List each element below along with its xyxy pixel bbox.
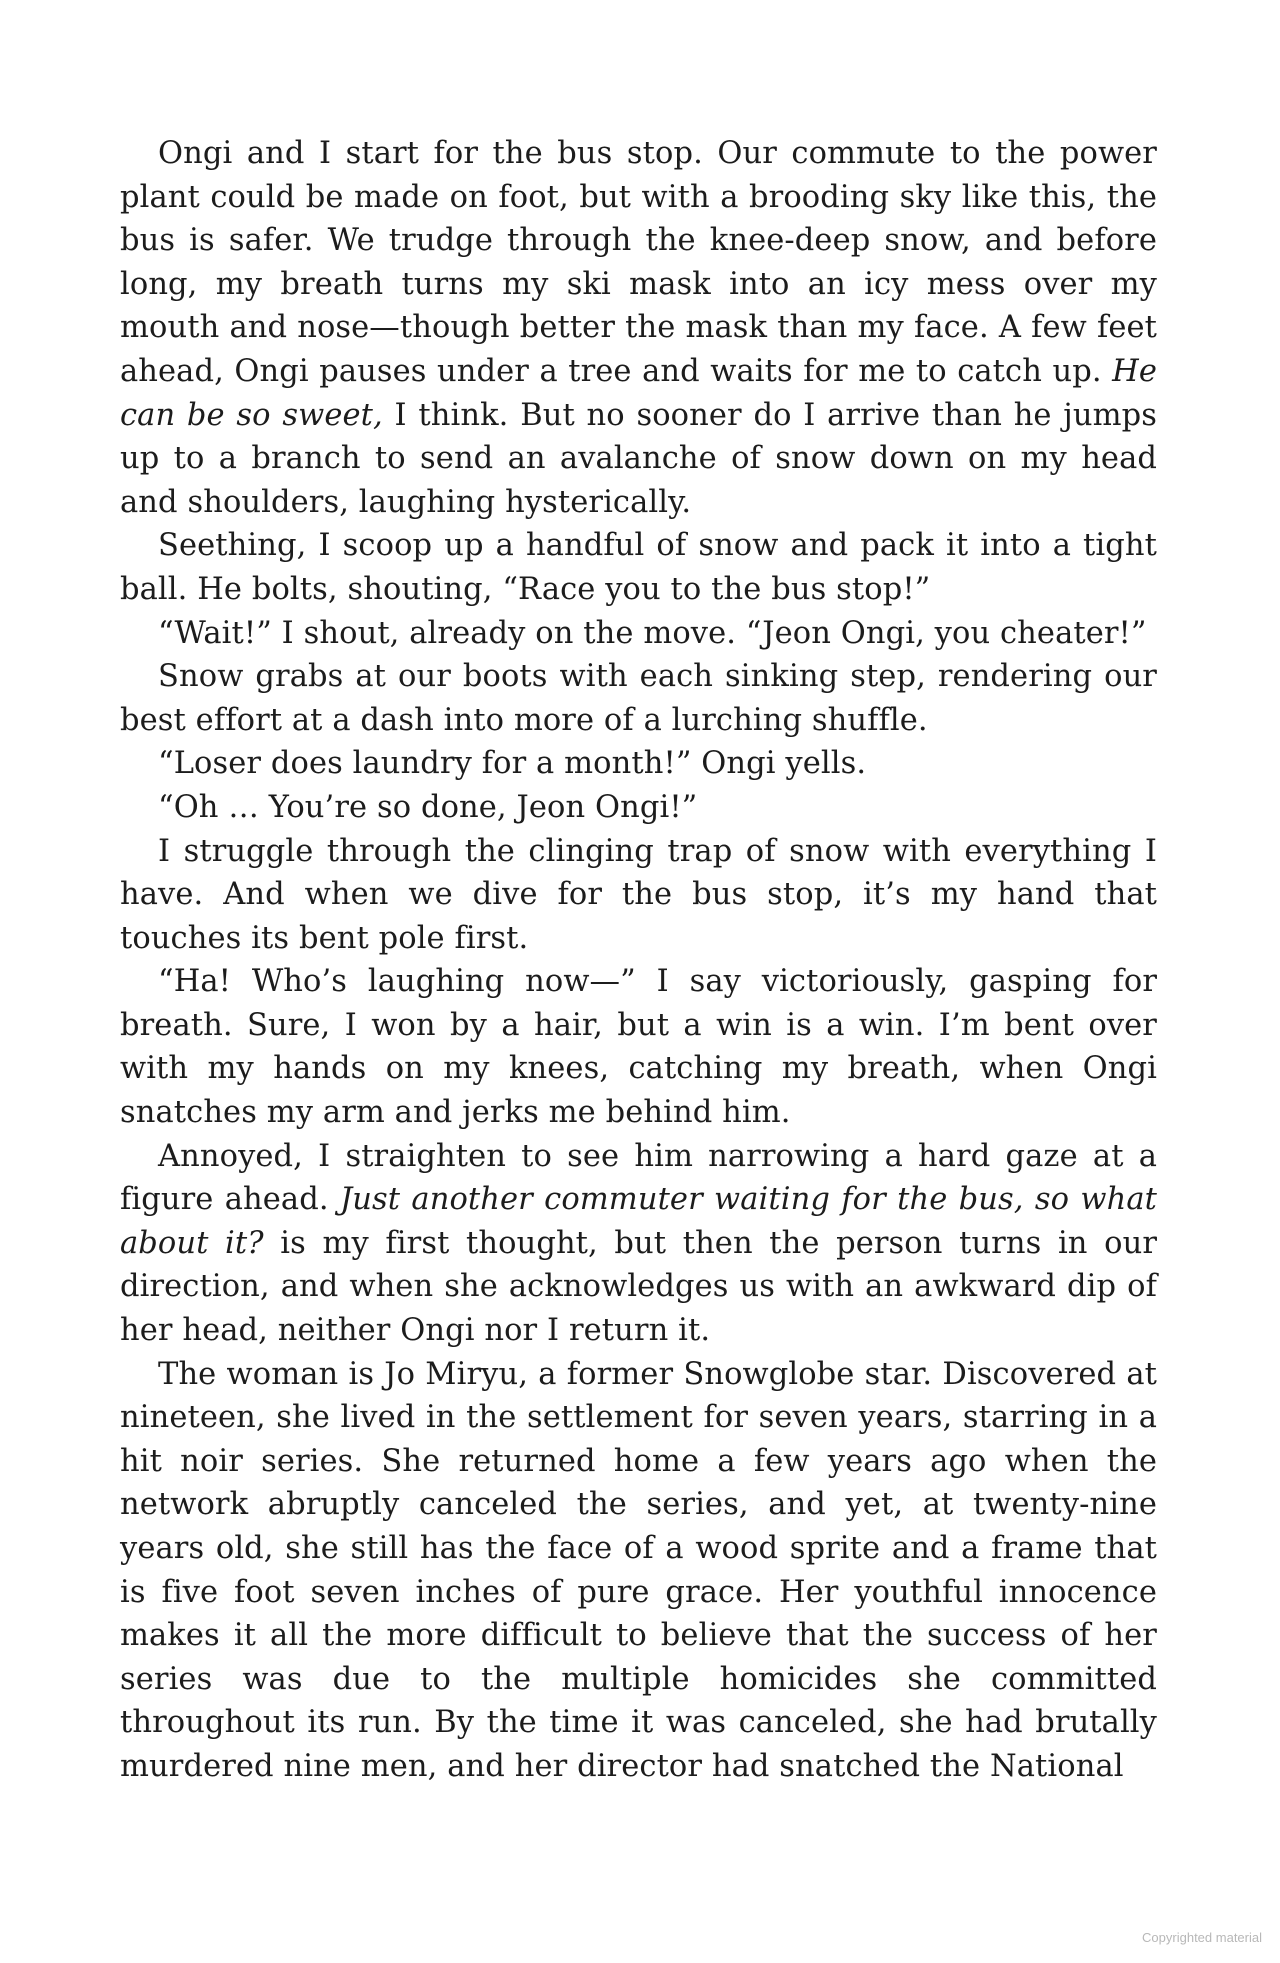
paragraph-5-text: “Loser does laundry for a month!” Ongi yells.: [158, 746, 867, 782]
paragraph-3-text: “Wait!” I shout, already on the move. “Jeon Ongi, you cheater!”: [158, 615, 1147, 651]
paragraph-5: [120, 742, 1157, 786]
paragraph-10: [120, 1353, 1157, 1789]
paragraph-1: [120, 132, 1157, 524]
paragraph-1-text-a: Ongi and I start for the bus stop. Our commute to the power plant could be made on foot, but with a brooding sky like this, the bus is safer. We trudge through the knee-deep snow, and before long, my breath turns my ski mask into an icy mess over my mouth and nose—though better the mask than my face. A few feet ahead, Ongi pauses under a tree and waits for me to catch up.: [120, 136, 1157, 389]
paragraph-9-text-a: Annoyed, I straighten to see him narrowing a hard gaze at a figure ahead.: [120, 1138, 1157, 1218]
paragraph-9-italic-thought: Just another commuter waiting for the bus, so what about it?: [120, 1182, 1157, 1261]
page-text-body: [120, 132, 1157, 1789]
paragraph-4: [120, 655, 1157, 742]
paragraph-9: [120, 1135, 1157, 1353]
paragraph-2: [120, 524, 1157, 611]
paragraph-6-text: “Oh … You’re so done, Jeon Ongi!”: [158, 789, 698, 825]
paragraph-7: [120, 830, 1157, 961]
paragraph-2-text: Seething, I scoop up a handful of snow and pack it into a tight ball. He bolts, shouting, “Race you to the bus stop!”: [120, 528, 1157, 607]
paragraph-1-text-b: I think. But no sooner do I arrive than he jumps up to a branch to send an avalanche of snow down on my head and shoulders, laughing hysterically.: [120, 397, 1158, 520]
paragraph-4-text: Snow grabs at our boots with each sinking step, rendering our best effort at a dash into more of a lurching shuffle.: [120, 659, 1157, 738]
paragraph-8: [120, 960, 1157, 1134]
paragraph-6: [120, 786, 1157, 830]
paragraph-3: [120, 612, 1157, 656]
paragraph-7-text: I struggle through the clinging trap of snow with everything I have. And when we dive for the bus stop, it’s my hand that touches its bent pole first.: [120, 833, 1157, 956]
paragraph-8-text: “Ha! Who’s laughing now—” I say victoriously, gasping for breath. Sure, I won by a hair, but a win is a win. I’m bent over with my hands on my knees, catching my breath, when Ongi snatches my arm and jerks me behind him.: [120, 964, 1157, 1131]
copyright-watermark: Copyrighted material: [1142, 1930, 1262, 1945]
paragraph-9-text-b: is my first thought, but then the person turns in our direction, and when she acknowledges us with an awkward dip of her head, neither Ongi nor I return it.: [120, 1225, 1157, 1349]
paragraph-10-text: The woman is Jo Miryu, a former Snowglobe star. Discovered at nineteen, she lived in the settlement for seven years, starring in a hit noir series. She returned home a few years ago when the network abruptly canceled the series, and yet, at twenty-nine years old, she still has the face of a wood sprite and a frame that is five foot seven inches of pure grace. Her youthful innocence makes it all the more difficult to believe that the success of her series was due to the multiple homicides she committed throughout its run. By the time it was canceled, she had brutally murdered nine men, and her director had snatched the National: [120, 1356, 1157, 1784]
paragraph-1-italic-thought: He can be so sweet,: [120, 353, 1157, 433]
